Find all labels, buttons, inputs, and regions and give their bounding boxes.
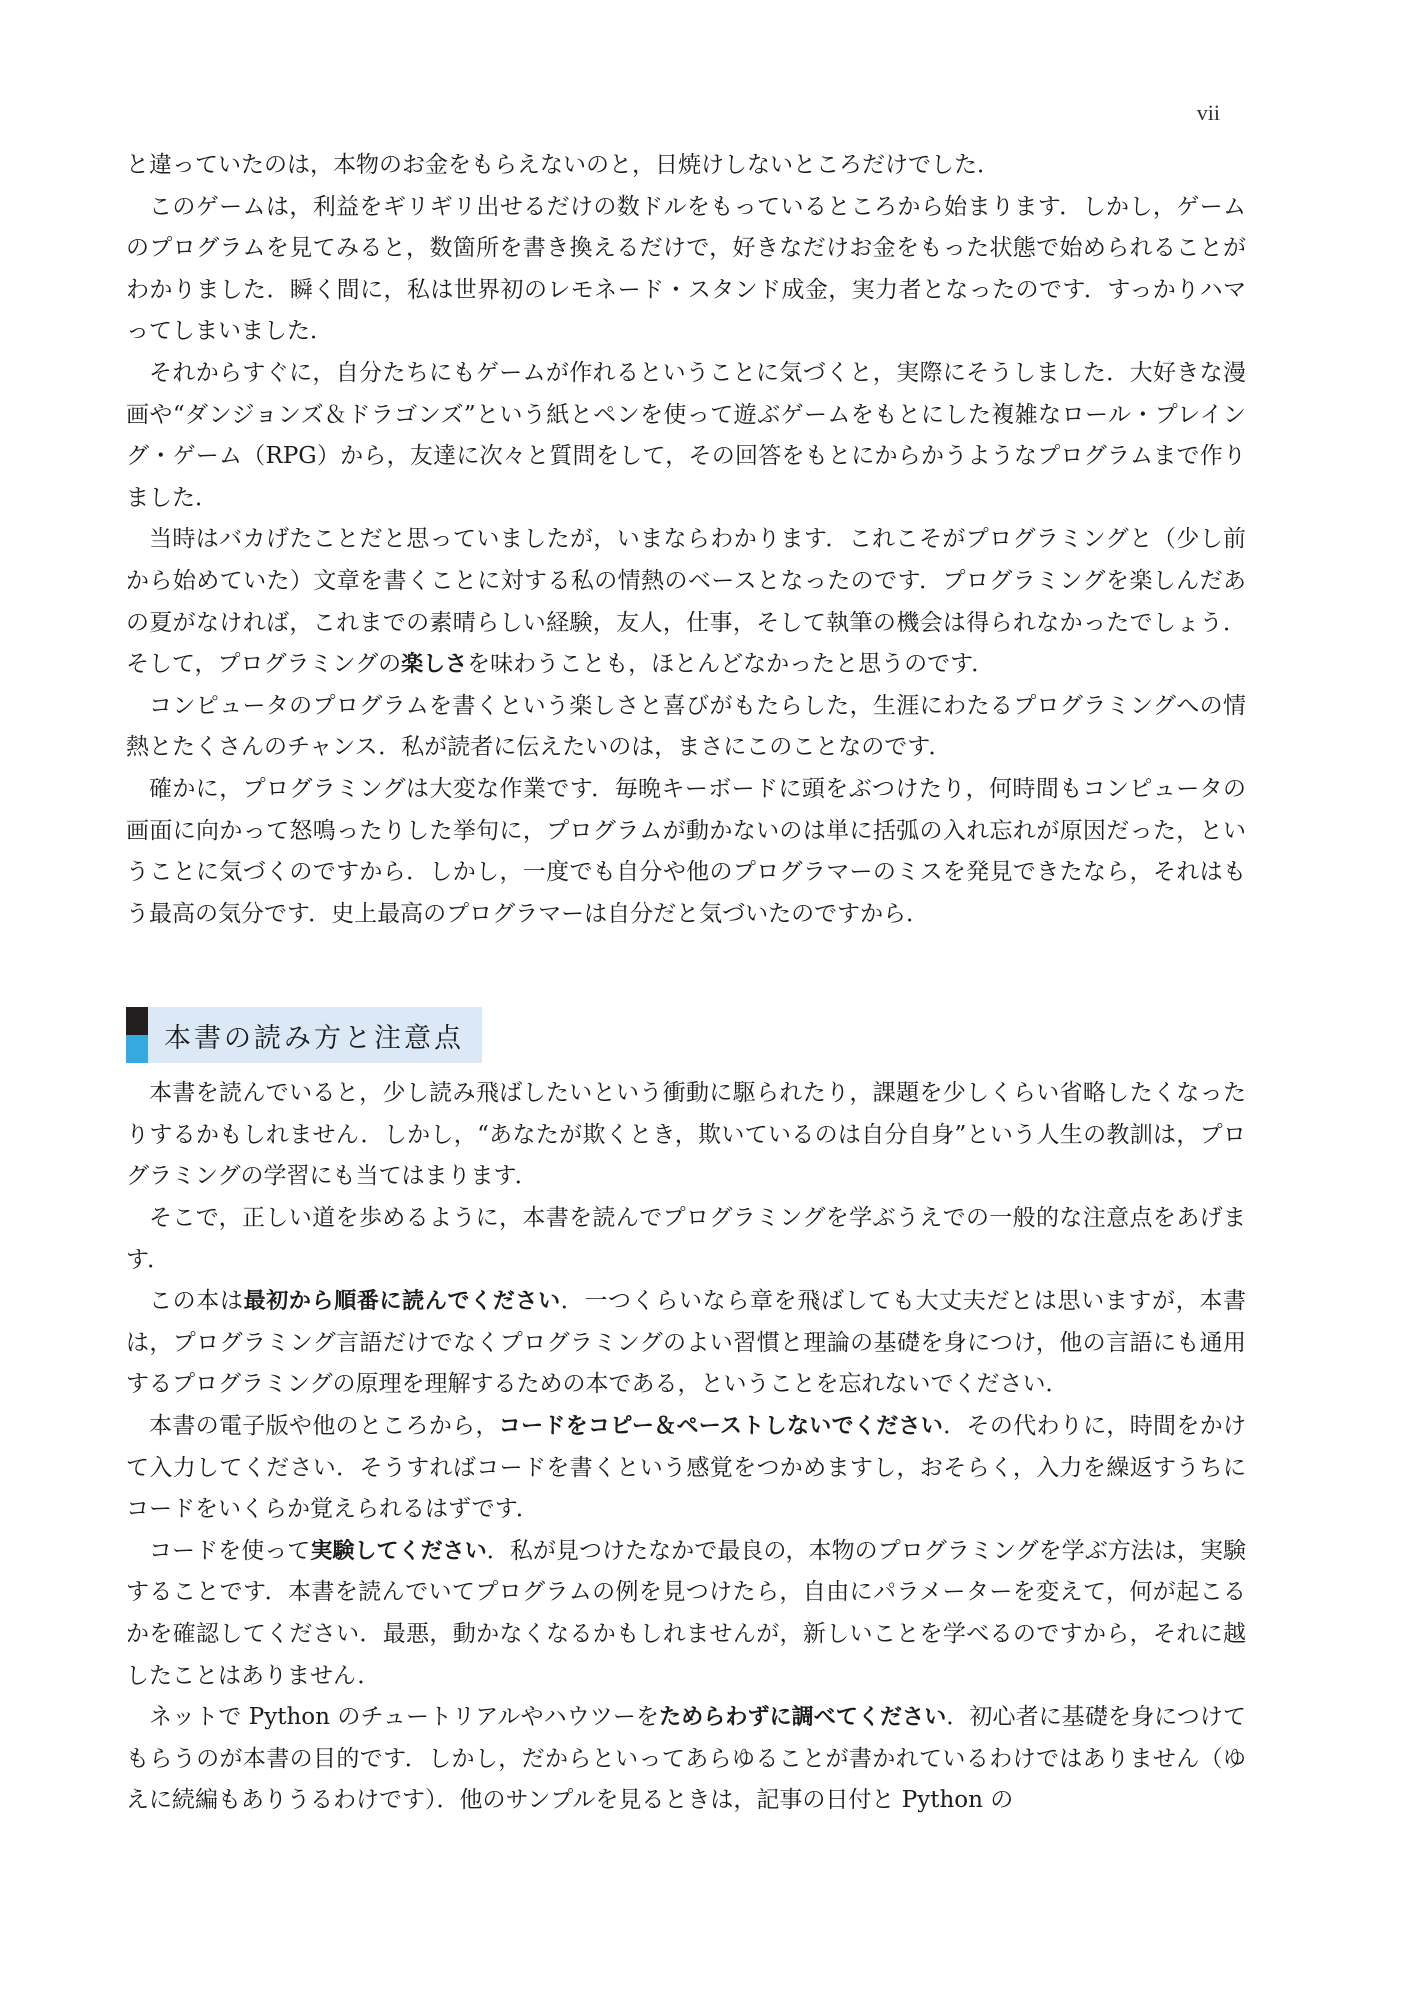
- paragraph: [126, 187, 1246, 353]
- emphasis-text: コードをコピー＆ペーストしないでください: [498, 1414, 944, 1440]
- text-run: ．一つくらいなら章を飛ばしても大丈夫だとは思いますが，本書は，プログラミング言語だけでなくプログラミングのよい習慣と理論の基礎を身につけ，他の言語にも通用するプログラミングの原理を理解するための本である，ということを忘れないでください．: [126, 1288, 1247, 1398]
- text-run: 当時はバカげたことだと思っていましたが，いまならわかります．これこそがプログラミングと（少し前から始めていた）文章を書くことに対する私の情熱のベースとなったのです．プログラミングを楽しんだあの夏がなければ，これまでの素晴らしい経験，友人，仕事，そして執筆の機会は得られなかったでしょう．そして，プログラミングの: [126, 526, 1246, 678]
- emphasis-text: 実験してください: [310, 1538, 487, 1564]
- paragraph: [126, 686, 1246, 769]
- emphasis-text: 最初から順番に読んでください: [243, 1289, 561, 1315]
- emphasis-text: 楽しさ: [401, 652, 468, 678]
- paragraph: [126, 1073, 1246, 1198]
- paragraph: [126, 145, 1246, 187]
- text-run: このゲームは，利益をギリギリ出せるだけの数ドルをもっているところから始まります．しかし，ゲームのプログラムを見てみると，数箇所を書き換えるだけで，好きなだけお金をもった状態で始められることがわかりました．瞬く間に，私は世界初のレモネード・スタンド成金，実力者となったのです．すっかりハマってしまいました．: [126, 193, 1246, 345]
- text-run: コードを使って: [149, 1537, 311, 1564]
- emphasis-text: ためらわずに調べてください: [659, 1705, 947, 1731]
- paragraph: [126, 1697, 1246, 1822]
- heading-marker-dark: [126, 1007, 148, 1035]
- section-title: 本書の読み方と注意点: [164, 1022, 464, 1054]
- text-run: この本は: [149, 1288, 244, 1315]
- text-run: ネットで Python のチュートリアルやハウツーを: [149, 1704, 660, 1731]
- text-run: を味わうことも，ほとんどなかったと思うのです．: [467, 651, 995, 678]
- heading-marker-blue: [126, 1035, 148, 1063]
- text-run: それからすぐに，自分たちにもゲームが作れるということに気づくと，実際にそうしました．大好きな漫画や“ダンジョンズ＆ドラゴンズ”という紙とペンを使って遊ぶゲームをもとにした複雑なロール・プレイング・ゲーム（RPG）から，友達に次々と質問をして，その回答をもとにからかうようなプログラムまで作りました．: [126, 359, 1246, 511]
- text-run: 本書の電子版や他のところから，: [149, 1413, 499, 1440]
- heading-marker: [126, 1007, 148, 1063]
- text-run: ．初心者に基礎を身につけてもらうのが本書の目的です．しかし，だからといってあらゆることが書かれているわけではありません（ゆえに続編もありうるわけです）．他のサンプルを見るときは，記事の日付と Python の: [126, 1704, 1246, 1814]
- paragraph: [126, 353, 1246, 519]
- paragraph: [126, 1281, 1246, 1406]
- text-run: コンピュータのプログラムを書くという楽しさと喜びがもたらした，生涯にわたるプログラミングへの情熱とたくさんのチャンス．私が読者に伝えたいのは，まさにこのことなのです．: [126, 692, 1246, 761]
- paragraph: [126, 1531, 1246, 1697]
- text-run: ．その代わりに，時間をかけて入力してください．そうすればコードを書くという感覚をつかめますし，おそらく，入力を繰返すうちにコードをいくらか覚えられるはずです．: [126, 1413, 1247, 1523]
- text-run: 確かに，プログラミングは大変な作業です．毎晩キーボードに頭をぶつけたり，何時間もコンピュータの画面に向かって怒鳴ったりした挙句に，プログラムが動かないのは単に括弧の入れ忘れが原因だった，ということに気づくのですから．しかし，一度でも自分や他のプログラマーのミスを発見できたなら，それはもう最高の気分です．史上最高のプログラマーは自分だと気づいたのですから．: [126, 775, 1246, 927]
- text-run: そこで，正しい道を歩めるように，本書を読んでプログラミングを学ぶうえでの一般的な注意点をあげます．: [126, 1205, 1246, 1273]
- section-heading: [126, 1007, 482, 1063]
- paragraph: [126, 1406, 1246, 1531]
- paragraph: [126, 1198, 1246, 1281]
- paragraph: [126, 769, 1246, 935]
- text-run: 本書を読んでいると，少し読み飛ばしたいという衝動に駆られたり，課題を少しくらい省略したくなったりするかもしれません．しかし，“あなたが欺くとき，欺いているのは自分自身”という人生の教訓は，プログラミングの学習にも当てはまります．: [126, 1080, 1247, 1190]
- text-run: ．私が見つけたなかで最良の，本物のプログラミングを学ぶ方法は，実験することです．本書を読んでいてプログラムの例を見つけたら，自由にパラメーターを変えて，何が起こるかを確認してください．最悪，動かなくなるかもしれませんが，新しいことを学べるのですから，それに越したことはありません．: [126, 1537, 1247, 1689]
- text-run: と違っていたのは，本物のお金をもらえないのと，日焼けしないところだけでした．: [126, 152, 1000, 178]
- body-text: [126, 145, 1246, 1822]
- paragraph: [126, 519, 1246, 685]
- page-number: vii: [1196, 100, 1220, 125]
